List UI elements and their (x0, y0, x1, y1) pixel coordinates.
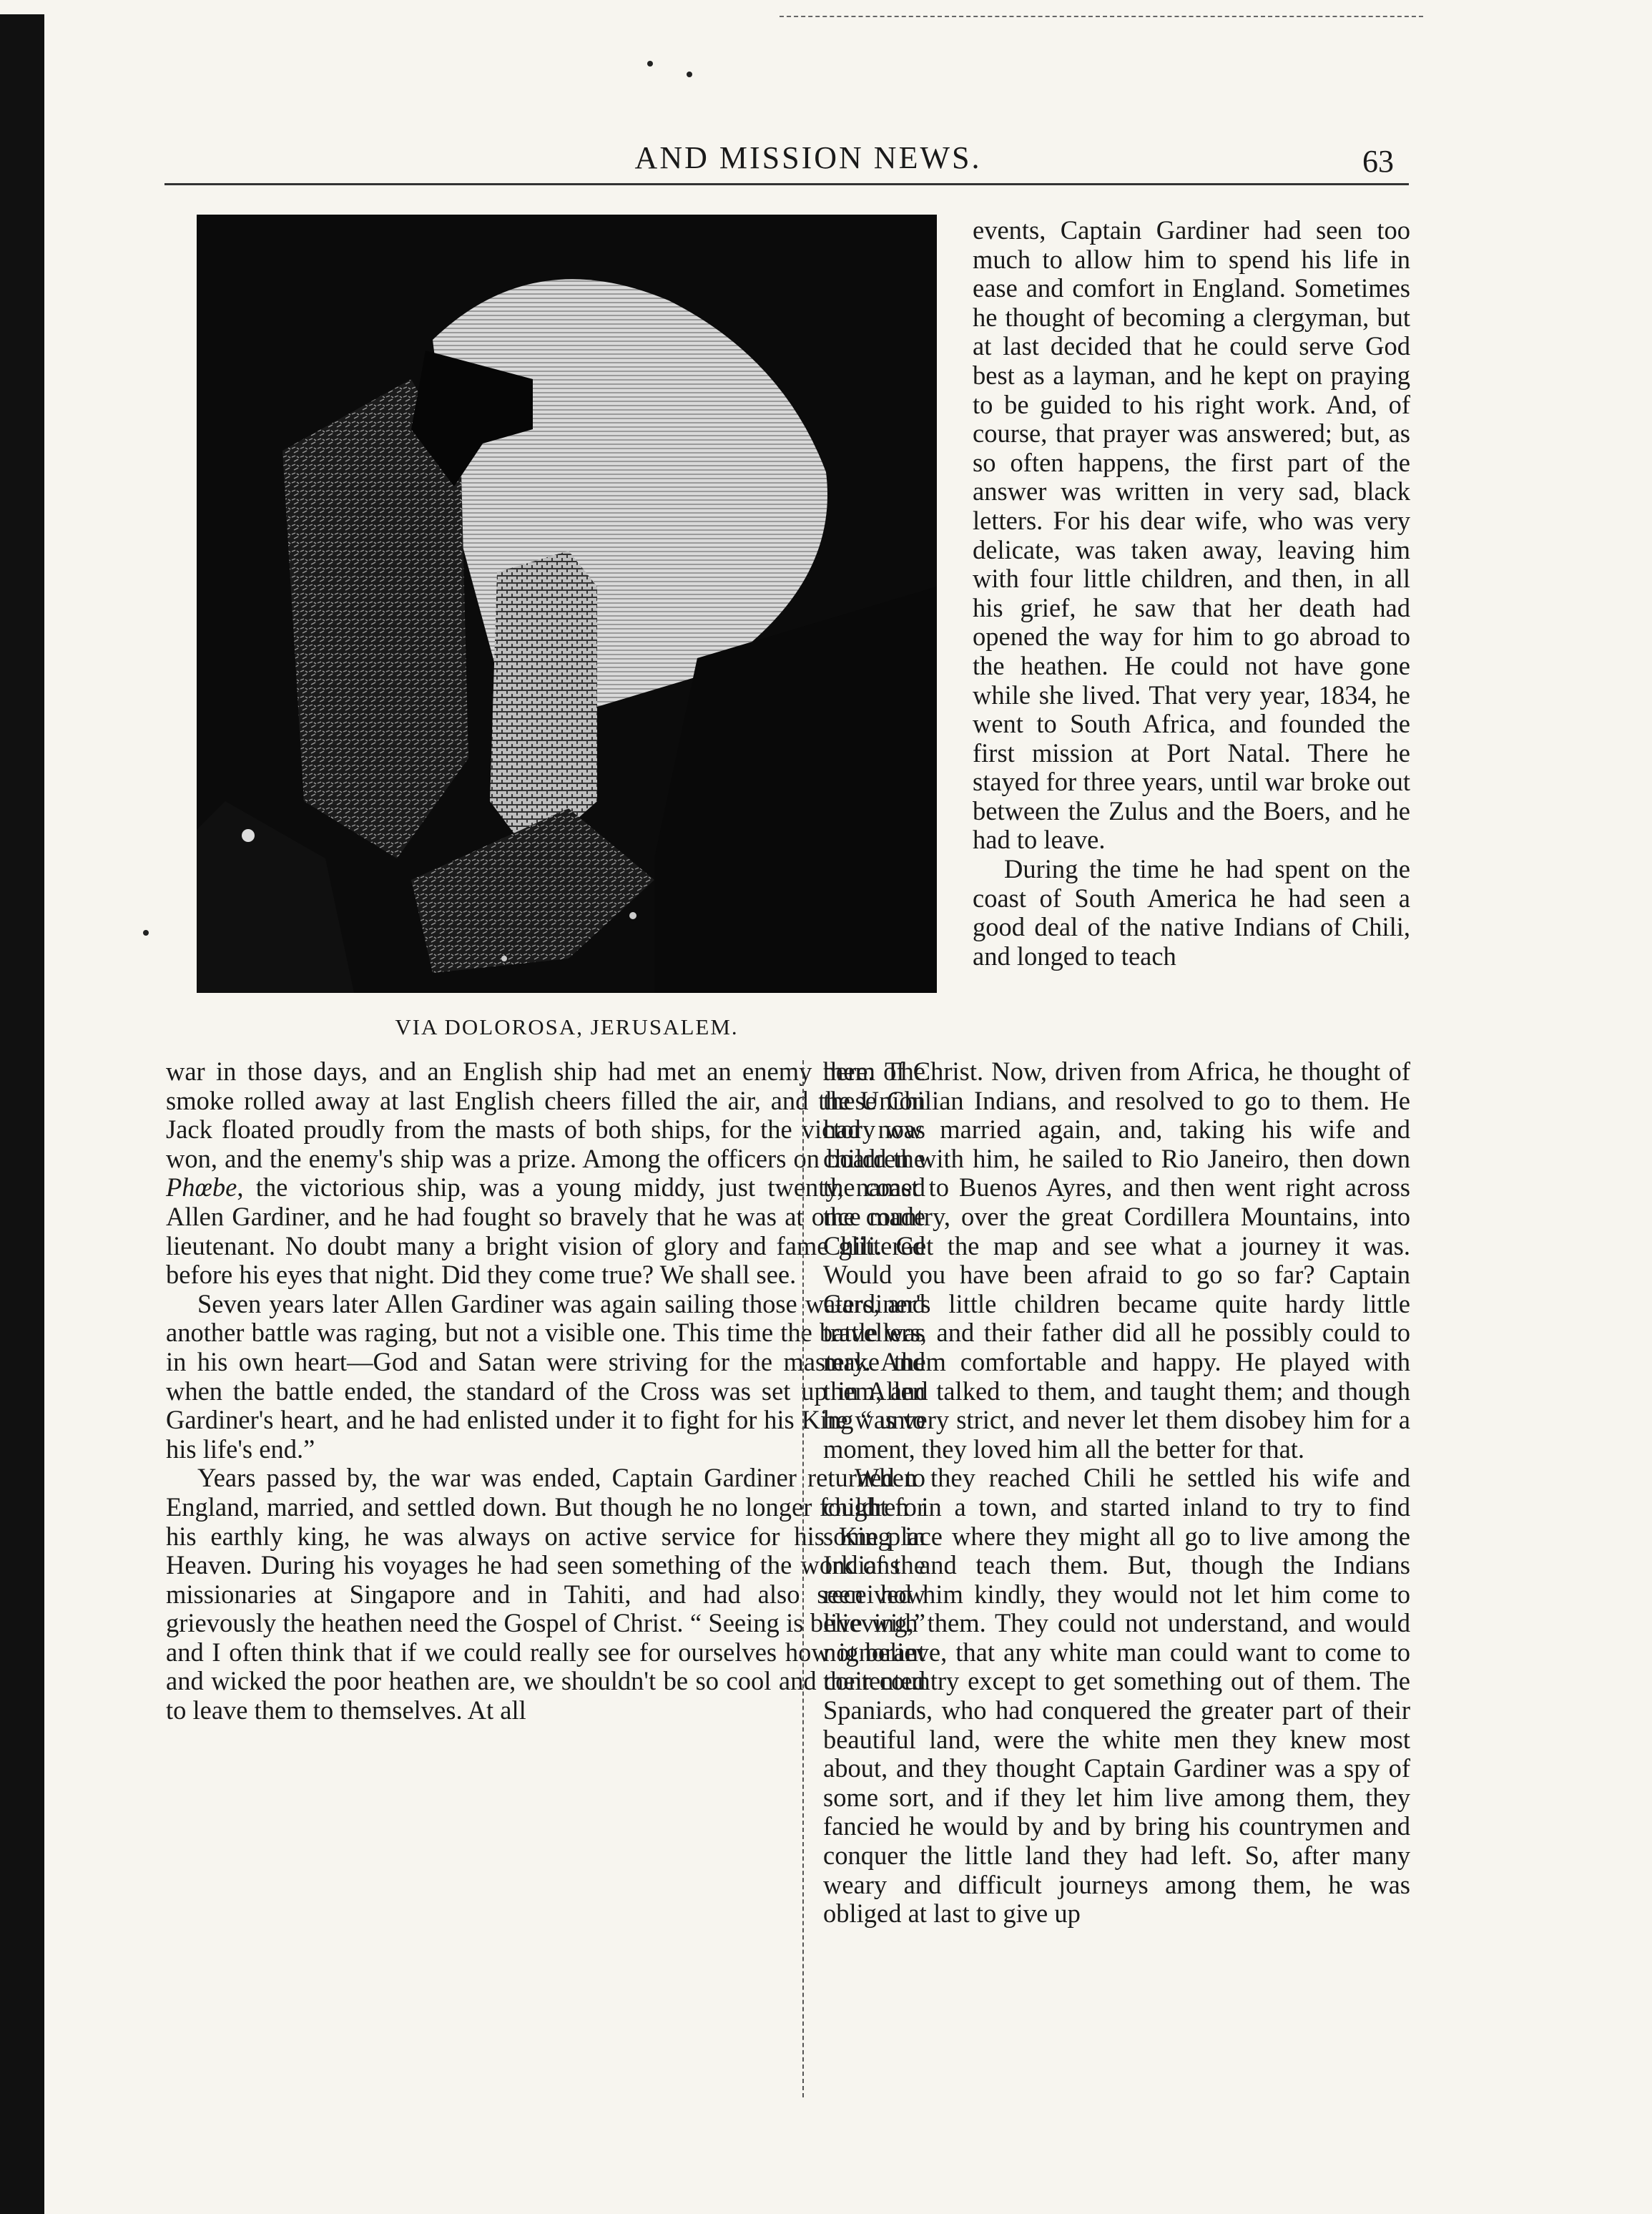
paragraph: Years passed by, the war was ended, Captain Gardiner returned to England, married, and settled down. But though he no longer fought for his earthly king, he was always on active service for his King in Heaven. During his voyages he had seen something of the work of the missionaries at Singapore and in Tahiti, and had also seen how grievously the heathen need the Gospel of Christ. “ Seeing is believing,” and I often think that if we could really see for ourselves how ignorant and wicked the poor heathen are, we shouldn't be so cool and contented to leave them to themselves. At all (166, 1463, 925, 1725)
engraving-image (197, 215, 937, 993)
paragraph-text: war in those days, and an English ship had met an enemy here. The smoke rolled away at last English cheers filled the air, and the Union Jack floated proudly from the masts of both ships, for the victory was won, and the enemy's ship was a prize. Among the officers on board the (166, 1057, 925, 1173)
paragraph: When they reached Chili he settled his wife and children in a town, and started inland to try to find some place where they might all go to live among the Indians and teach them. But, though the Indians received him kindly, they would not let him come to live with them. They could not understand, and would not believe, that any white man could want to come to their country except to get something out of them. The Spaniards, who had conquered the greater part of their beautiful land, were the white men they knew most about, and they thought Captain Gardiner was a spy of some sort, and if they let him live among them, they fancied he would by and by bring his countrymen and conquer the little land they had left. So, after many weary and difficult journeys among them, he was obliged at last to give up (823, 1463, 1410, 1929)
print-speck (647, 61, 653, 67)
paragraph: events, Captain Gardiner had seen too much to allow him to spend his life in ease and comfort in England. Sometimes he thought of becoming a clergyman, but at last decided that he could serve God best as a layman, and he kept on praying to be guided to his right work. And, of course, that prayer was answered; but, as so often happens, the first part of the answer was written in very sad, black letters. For his dear wife, who was very delicate, was taken away, leaving him with four little children, and then, in all his grief, he saw that her death had opened the way for him to go abroad to the heathen. He could not have gone while she lived. That very year, 1834, he went to South Africa, and founded the first mission at Port Natal. There he stayed for three years, until war broke out between the Zulus and the Boers, and he had to leave. (973, 215, 1410, 855)
binding-edge (0, 14, 44, 2214)
paragraph-text: , the victorious ship, was a young middy, just twenty, named Allen Gardiner, and he had fought so bravely that he was at once made lieutenant. No doubt many a bright vision of glory and fame glittered before his eyes that night. Did they come true? We shall see. (166, 1172, 925, 1290)
page-number: 63 (1362, 144, 1394, 179)
paragraph: During the time he had spent on the coast of South America he had seen a good deal of the native Indians of Chili, and longed to teach (973, 854, 1410, 971)
print-speck (143, 930, 149, 936)
column-divider (802, 1060, 804, 2097)
paragraph: them of Christ. Now, driven from Africa, he thought of these Chilian Indians, and resolved to go to them. He had now married again, and, taking his wife and children with him, he sailed to Rio Janeiro, then down the coast to Buenos Ayres, and then went right across the country, over the great Cordillera Mountains, into Chili. Get the map and see what a journey it was. Would you have been afraid to go so far? Captain Gardiner's little children became quite hardy little travellers, and their father did all he possibly could to make them comfortable and happy. He played with them, and talked to them, and taught them; and though he was very strict, and never let them disobey him for a moment, they loved him all the better for that. (823, 1057, 1410, 1464)
paragraph: Seven years later Allen Gardiner was again sailing those waters, and another battle was raging, but not a visible one. This time the battle was in his own heart—God and Satan were striving for the mastery. And when the battle ended, the standard of the Cross was set up in Allen Gardiner's heart, and he had enlisted under it to fight for his King “ unto his life's end.” (166, 1288, 925, 1464)
paragraph (166, 1057, 925, 1290)
illustration-via-dolorosa (197, 215, 937, 993)
header-rule (164, 183, 1409, 185)
column-right-upper (973, 216, 1410, 971)
running-head: AND MISSION NEWS. (634, 140, 982, 175)
top-dashed-rule (780, 16, 1423, 19)
column-right-lower (823, 1057, 1410, 1929)
ship-name: Phœbe (166, 1172, 237, 1202)
print-speck (687, 72, 692, 77)
figure-caption: VIA DOLOROSA, JERUSALEM. (395, 1014, 739, 1039)
column-left (166, 1057, 925, 1725)
